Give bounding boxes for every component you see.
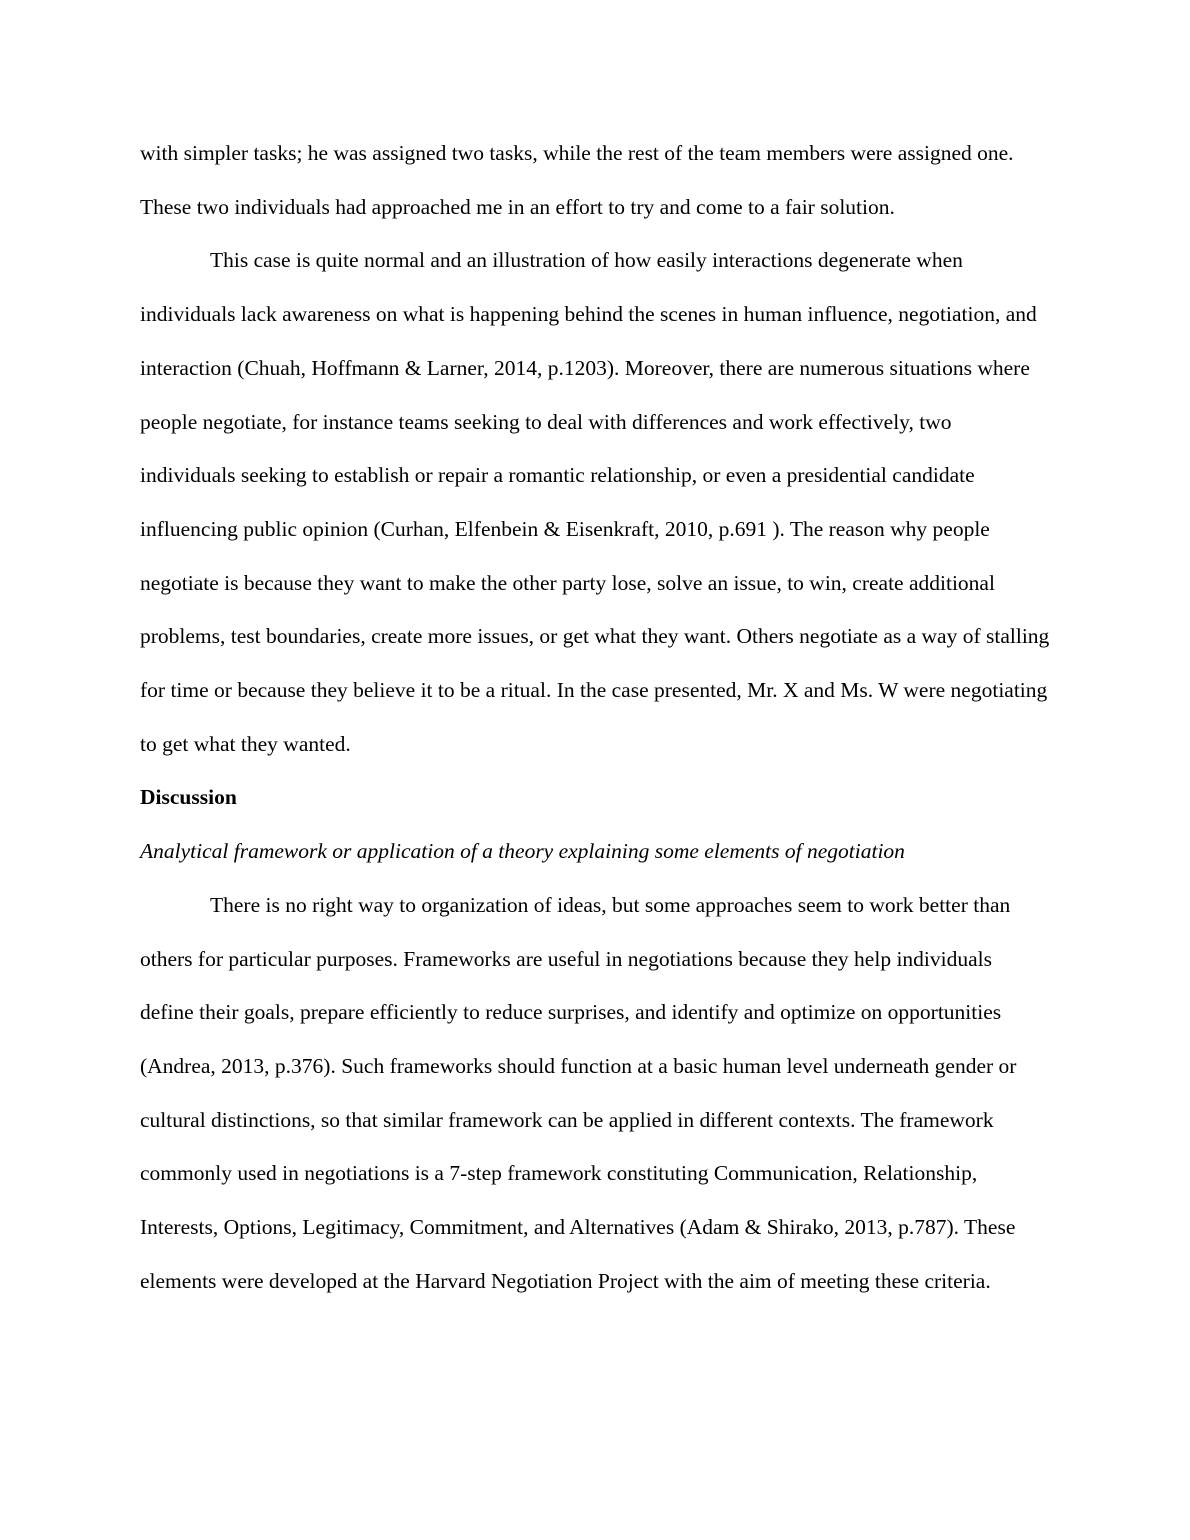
paragraph-case-illustration: This case is quite normal and an illustration of how easily interactions degenerate when individuals lack awareness on what is happening behind the scenes in human influence, negotiation, and interaction (Chuah, Hoffmann & Larner, 2014, p.1203). Moreover, there are numerous situations where people negotiate, for instance teams seeking to deal with differences and work effectively, two individuals seeking to establish or repair a romantic relationship, or even a presidential candidate influencing public opinion (Curhan, Elfenbein & Eisenkraft, 2010, p.691 ). The reason why people negotiate is because they want to make the other party lose, solve an issue, to win, create additional problems, test boundaries, create more issues, or get what they want. Others negotiate as a way of stalling for time or because they believe it to be a ritual. In the case presented, Mr. X and Ms. W were negotiating to get what they wanted. xyxy=(140,248,1050,756)
paragraph-framework: There is no right way to organization of ideas, but some approaches seem to work better than others for particular purposes. Frameworks are useful in negotiations because they help individuals define their goals, prepare efficiently to reduce surprises, and identify and optimize on opportunities (Andrea, 2013, p.376). Such frameworks should function at a basic human level underneath gender or cultural distinctions, so that similar framework can be applied in different contexts. The framework commonly used in negotiations is a 7-step framework constituting Communication, Relationship, Interests, Options, Legitimacy, Commitment, and Alternatives (Adam & Shirako, 2013, p.787). These elements were developed at the Harvard Negotiation Project with the aim of meeting these criteria. xyxy=(140,892,1017,1293)
paragraph-continuation: with simpler tasks; he was assigned two tasks, while the rest of the team members were assigned one. These two individuals had approached me in an effort to try and come to a fair solution. xyxy=(140,141,1014,219)
section-heading-discussion: Discussion xyxy=(140,785,237,810)
document-body xyxy=(140,127,1050,1308)
subheading-analytical-framework: Analytical framework or application of a theory explaining some elements of negotiation xyxy=(140,839,905,864)
